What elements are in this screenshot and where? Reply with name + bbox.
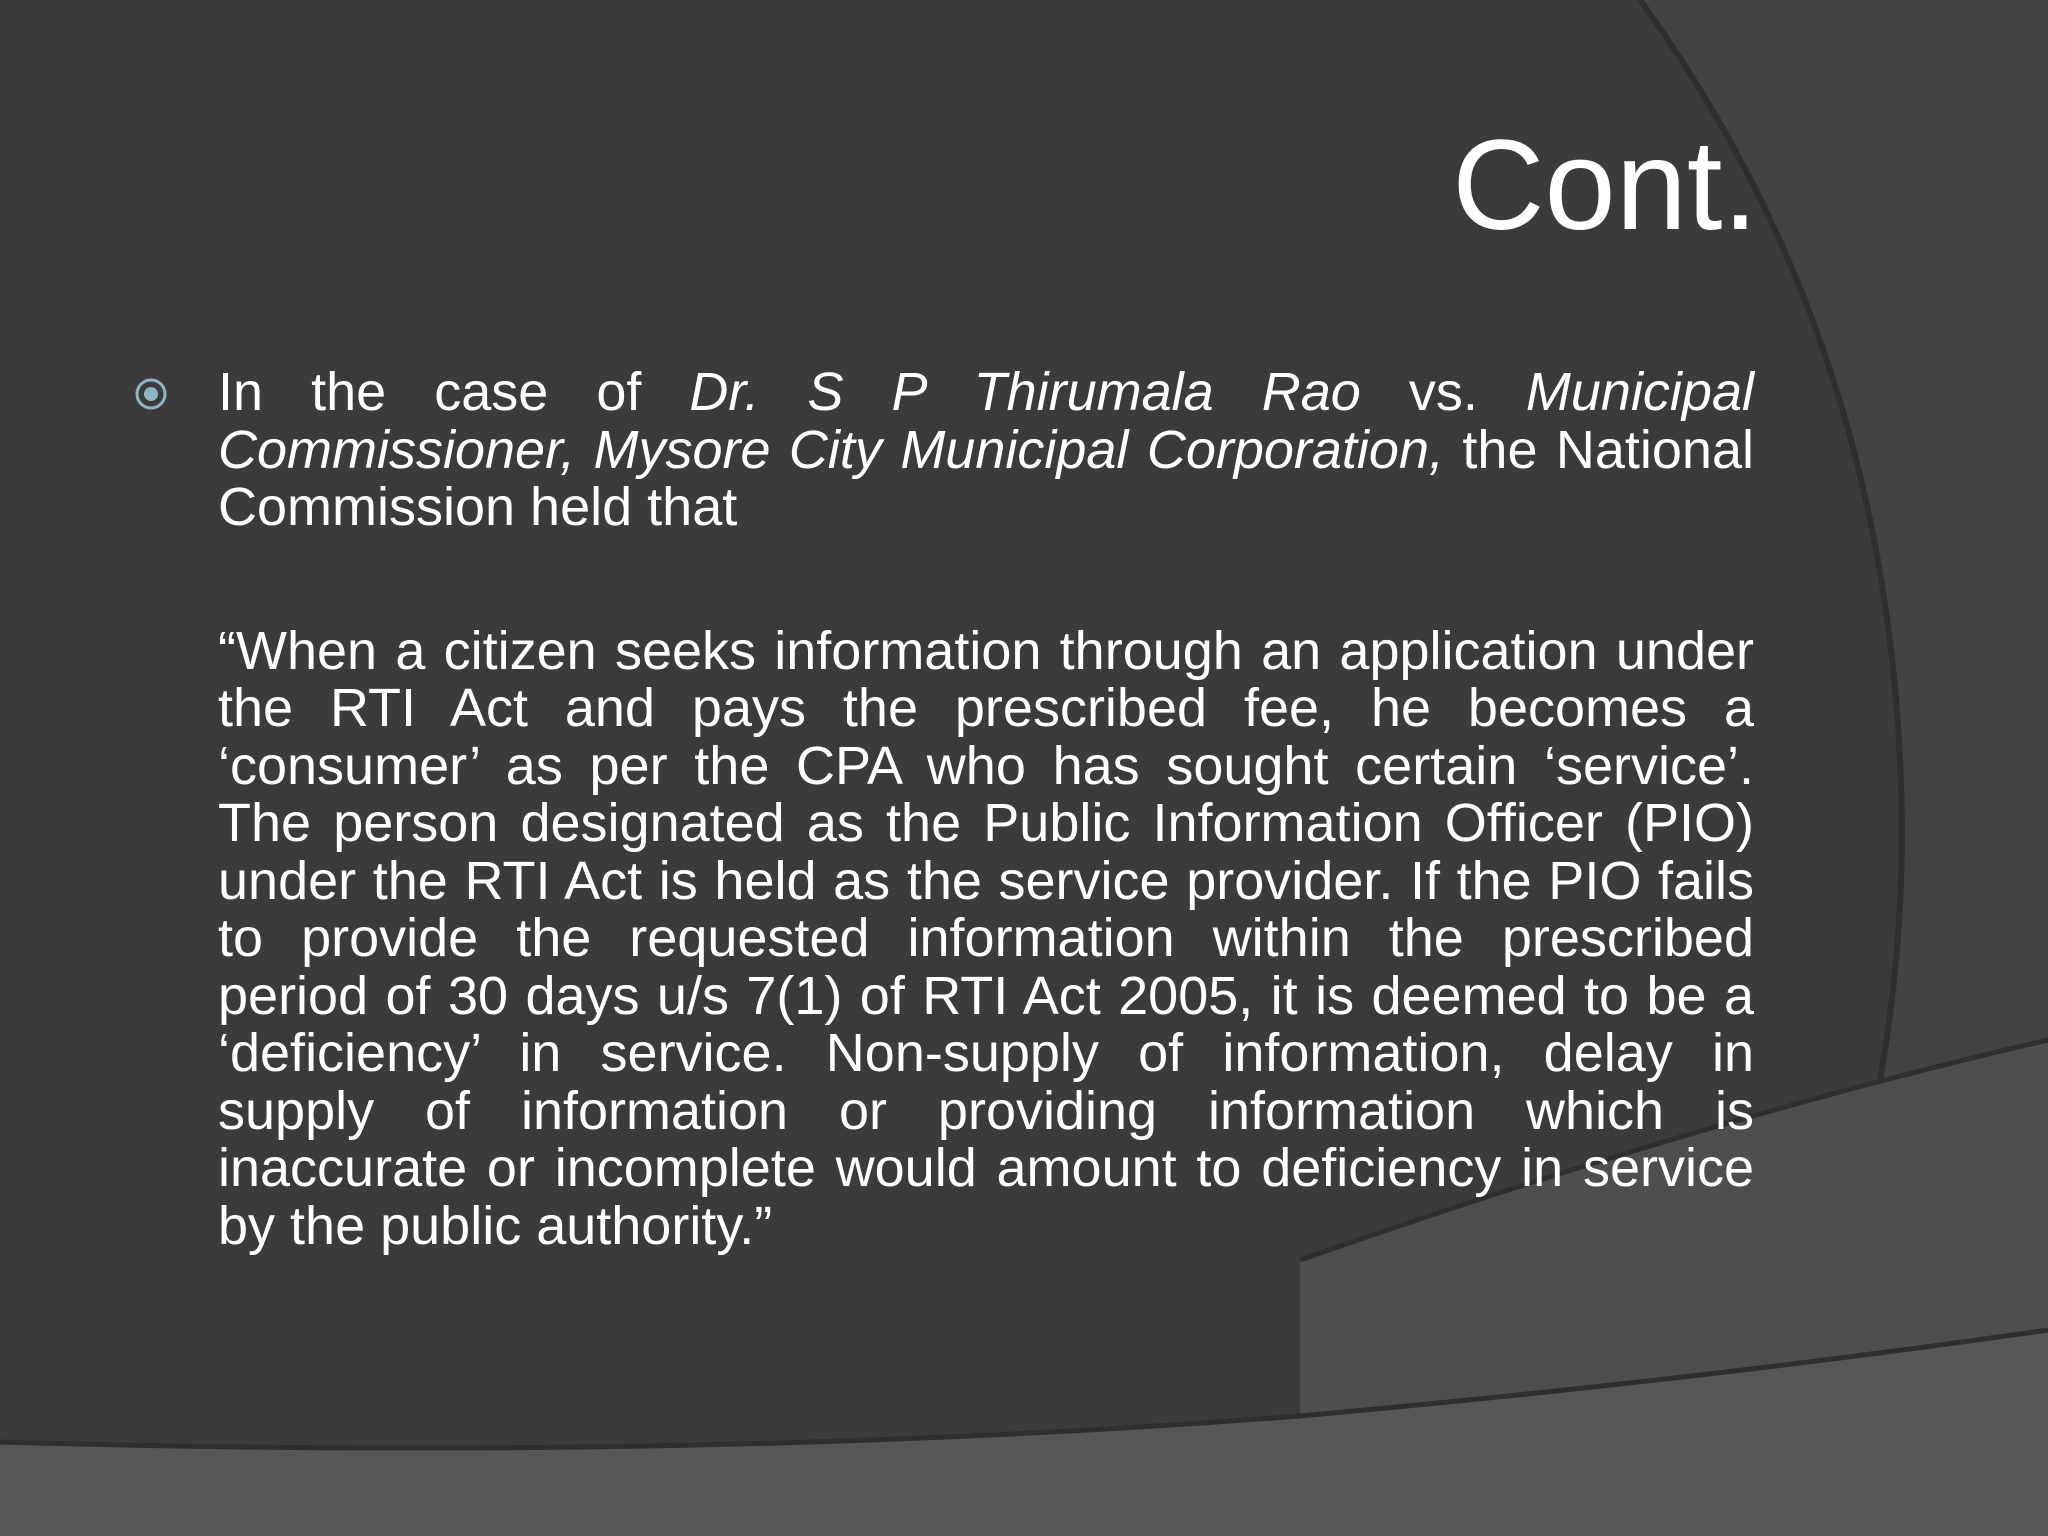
case-party-1: Dr. S P Thirumala Rao xyxy=(689,362,1361,422)
intro-text-2: vs. xyxy=(1360,362,1526,422)
intro-text-1: In the case of xyxy=(218,362,690,422)
intro-paragraph xyxy=(218,364,1754,537)
case-party-2: Municipal Commissioner, Mysore City Municipal Corporation, xyxy=(218,362,1754,480)
intro-text-3: the National Commission held that xyxy=(218,419,1754,537)
slide-body xyxy=(218,364,1754,1255)
bullet-circle-icon xyxy=(134,377,168,411)
quote-paragraph: “When a citizen seeks information through an application under the RTI Act and pays the prescribed fee, he becomes a ‘consumer’ as per the CPA who has sought certain ‘service’. The person designated as the Public Information Officer (PIO) under the RTI Act is held as the service provider. If the PIO fails to provide the requested information within the prescribed period of 30 days u/s 7(1) of RTI Act 2005, it is deemed to be a ‘deficiency’ in service. Non-supply of information, delay in supply of information or providing information which is inaccurate or incomplete would amount to deficiency in service by the public authority.” xyxy=(218,620,1754,1256)
slide-title: Cont. xyxy=(1452,114,1758,257)
